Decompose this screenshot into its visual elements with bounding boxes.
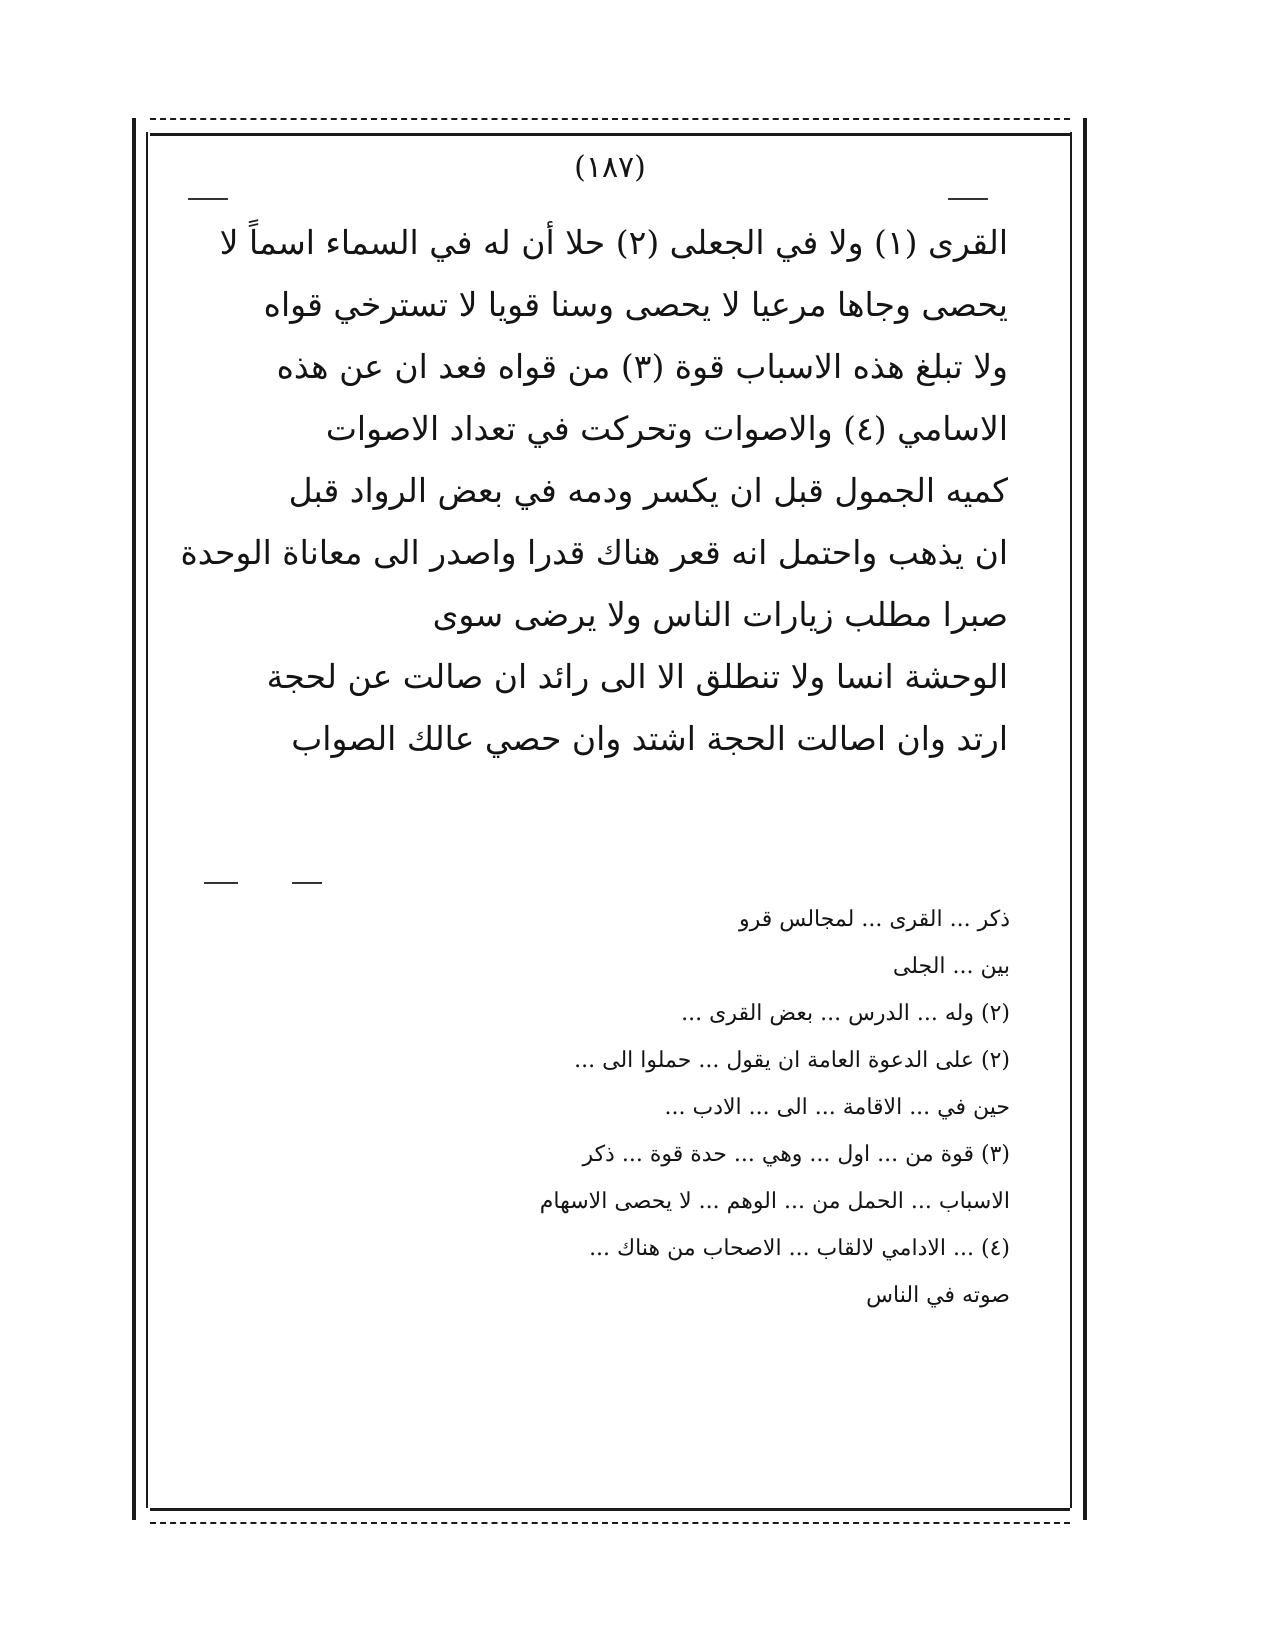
top-border-dashed <box>150 118 1070 120</box>
right-border-outer <box>1083 118 1087 1520</box>
page-number: (١٨٧) <box>574 150 646 185</box>
left-border-outer <box>132 118 136 1520</box>
footnote-line: (٤) ... الادامي لالقاب ... الاصحاب من هناك ... <box>589 1236 1010 1261</box>
footnote-line: (٢) على الدعوة العامة ان يقول ... حملوا الى ... <box>574 1048 1010 1073</box>
bottom-border-solid <box>150 1508 1070 1511</box>
text-line: كميه الجمول قبل ان يكسر ودمه في بعض الرواد قبل <box>288 471 1008 510</box>
footnote-line: (٣) قوة من ... اول ... وهي ... حدة قوة ... ذكر <box>582 1142 1010 1167</box>
text-line: ارتد وان اصالت الحجة اشتد وان حصي عالك الصواب <box>291 719 1008 758</box>
header-dash-right <box>948 198 988 200</box>
footnotes <box>188 896 1010 1319</box>
top-border-solid <box>150 133 1070 136</box>
footnote-line: (٢) وله ... الدرس ... بعض القرى ... <box>681 1001 1010 1026</box>
header-dash-left <box>188 198 228 200</box>
right-border-inner <box>1070 132 1072 1508</box>
footnote-line: حين في ... الاقامة ... الى ... الادب ... <box>664 1095 1010 1120</box>
footnote-line: الاسباب ... الحمل من ... الوهم ... لا يحصى الاسهام <box>539 1189 1010 1214</box>
footnote-line: صوته في الناس <box>866 1283 1010 1308</box>
text-line: يحصى وجاها مرعيا لا يحصى وسنا قويا لا تسترخي قواه <box>263 285 1008 324</box>
main-text <box>178 212 1008 770</box>
bottom-border-dashed <box>150 1522 1070 1524</box>
footnote-separator-left <box>204 882 238 884</box>
text-line: الاسامي (٤) والاصوات وتحركت في تعداد الاصوات <box>325 409 1008 448</box>
text-line: القرى (١) ولا في الجعلى (٢) حلا أن له في السماء اسماً لا <box>219 223 1008 262</box>
footnote-line: ذكر ... القرى ... لمجالس قرو <box>739 907 1010 932</box>
left-border-inner <box>146 132 148 1508</box>
footnote-separator-right <box>292 882 322 884</box>
text-line: ولا تبلغ هذه الاسباب قوة (٣) من قواه فعد ان عن هذه <box>276 347 1008 386</box>
text-line: الوحشة انسا ولا تنطلق الا الى رائد ان صالت عن لحجة <box>266 657 1008 696</box>
footnote-line: بين ... الجلى <box>892 954 1010 979</box>
text-line: صبرا مطلب زيارات الناس ولا يرضى سوى <box>432 595 1008 634</box>
text-line: ان يذهب واحتمل انه قعر هناك قدرا واصدر الى معاناة الوحدة <box>180 533 1008 572</box>
